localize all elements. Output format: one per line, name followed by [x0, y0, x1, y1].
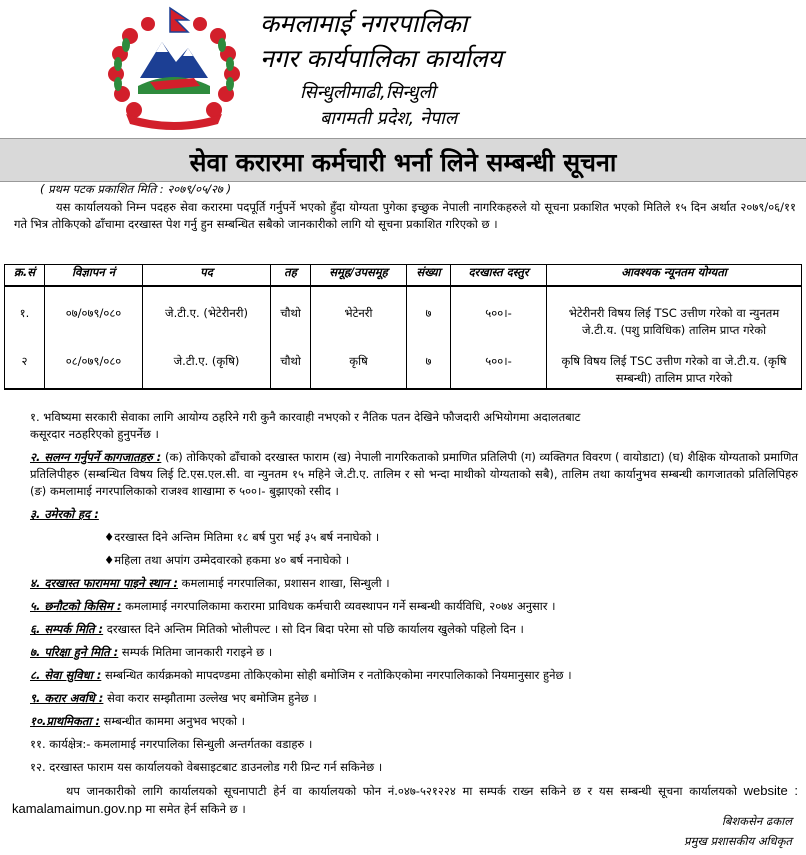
note-label: २. सलग्न गर्नुपर्ने कागजातहरु :: [30, 450, 162, 464]
notice-title: सेवा करारमा कर्मचारी भर्ना लिने सम्बन्धी सूचना: [189, 148, 617, 177]
note-label: ३. उमेरको हद :: [30, 507, 99, 521]
contact-text: थप जानकारीको लागि कार्यालयको सूचनापाटी हेर्न वा कार्यालयको फोन नं.०४७-५२१२२४ मा सम्पर्क राख्न सकिने छ र यस सम्बन्धी सूचना कार्यालयको: [66, 784, 744, 798]
table-cell: ७: [407, 353, 451, 389]
municipality-name: कमलामाई नगरपालिका: [260, 9, 468, 38]
note-9: [12, 690, 798, 707]
nepal-emblem-icon: [100, 6, 248, 134]
note-text: सेवा करार सम्झौतामा उल्लेख भए बमोजिम हुनेछ ।: [103, 691, 317, 705]
signature-block: [684, 811, 792, 851]
vacancy-table: [4, 264, 802, 390]
table-cell: २: [5, 353, 45, 389]
table-cell: चौथो: [271, 286, 311, 353]
col-header: विज्ञापन नं: [45, 265, 143, 287]
col-header: पद: [143, 265, 271, 287]
province-country: बागमती प्रदेश, नेपाल: [320, 108, 458, 129]
note-label: ९. करार अवधि :: [30, 691, 104, 705]
note-12: १२. दरखास्त फाराम यस कार्यालयको वेबसाइटबाट डाउनलोड गरी प्रिन्ट गर्न सकिनेछ ।: [30, 760, 383, 774]
col-header: दरखास्त दस्तुर: [451, 265, 547, 287]
contact-info: [12, 782, 798, 818]
col-header: क्र.सं: [5, 265, 45, 287]
note-label: ६. सम्पर्क मिति :: [30, 622, 104, 636]
col-header: समूह/उपसमूह: [311, 265, 407, 287]
note-label: १०.प्राथमिकता :: [30, 714, 101, 728]
signatory-title: प्रमुख प्रशासकीय अधिकृत: [684, 834, 792, 848]
intro-paragraph: यस कार्यालयको निम्न पदहरु सेवा करारमा पदपूर्ति गर्नुपर्ने भएको हुँदा योग्यता पुगेका इच्छुक नेपाली नागरिकहरुले यो सूचना प्रकाशित भएको मितिले १५ दिन अर्थात २०७९/०६/११ गते भित्र तोकिएको ढाँचामा दरखास्त पेश गर्नु हुन सम्बन्धित सबैको जानकारीको लागि यो सूचना प्रकाशित गरिएको छ ।: [14, 200, 796, 231]
table-cell: कृषि: [311, 353, 407, 389]
note-text: (क) तोकिएको ढाँचाको दरखास्त फाराम (ख) नेपाली नागरिकताको प्रमाणित प्रतिलिपी (ग) व्यक्तिगत विवरण ( वायोडाटा) (घ) शैक्षिक योग्यताको प्रमाणित प्रतिलिपीहरु (सम्बन्धित विषय लिई टि.एस.एल.सी. वा न्युनतम १५ महिने जे.टी.ए. तालिम र सो भन्दा माथीको योग्यताको सबै), तालिम तथा कार्यानुभव सम्बन्धी कागजातको प्रतिलिपिहरु (ङ) कमलामाई नगरपालिकाको राजश्व शाखामा रु ५००।- बुझाएको रसीद ।: [30, 450, 798, 498]
note-7: [12, 644, 798, 661]
note-label: ८. सेवा सुविधा :: [30, 668, 102, 682]
table-cell: भेटेनरी: [311, 286, 407, 353]
website-link[interactable]: website : kamalamaimun.gov.np: [12, 783, 798, 816]
note-11: ११. कार्यक्षेत्र:- कमलामाई नगरपालिका सिन्धुली अन्तर्गतका वडाहरु ।: [30, 737, 313, 751]
note-text: दरखास्त दिने अन्तिम मितिको भोलीपल्ट । सो दिन बिदा परेमा सो पछि कार्यालय खुलेको पहिलो दिन ।: [103, 622, 524, 636]
note-8: [12, 667, 798, 684]
col-header: तह: [271, 265, 311, 287]
note-4: [12, 575, 798, 592]
publish-date: ( प्रथम पटक प्रकाशित मिति : २०७९/०५/२७ ): [40, 182, 232, 196]
note-1: [12, 409, 798, 443]
table-cell: चौथो: [271, 353, 311, 389]
table-cell: जे.टी.ए. (भेटेरीनरी): [143, 286, 271, 353]
table-cell: भेटेरीनरी विषय लिई TSC उत्तीण गरेको वा न्युनतम जे.टी.य. (पशु प्राविधिक) तालिम प्राप्त गरेको: [547, 286, 802, 353]
table-cell: जे.टी.ए. (कृषि): [143, 353, 271, 389]
note-text: कमलामाई नगरपालिकामा करारमा प्राविधक कर्मचारी व्यवस्थापन गर्ने सम्बन्धी कार्यविधि, २०७४ अनुसार ।: [121, 599, 556, 613]
age-limit-bullet: ♦महिला तथा अपांग उम्मेदवारको हकमा ४० बर्ष ननाघेको ।: [104, 553, 350, 567]
table-cell: ५००।-: [451, 353, 547, 389]
table-cell: १.: [5, 286, 45, 353]
note-text: सम्पर्क मितिमा जानकारी गराइने छ ।: [118, 645, 273, 659]
table-row: [5, 286, 802, 353]
table-cell: ०८/०७९/०८०: [45, 353, 143, 389]
notice-title-banner: [0, 138, 806, 182]
table-cell: ०७/०७९/०८०: [45, 286, 143, 353]
contact-text: मा समेत हेर्न सकिने छ ।: [141, 802, 246, 816]
note-5: [12, 598, 798, 615]
age-limit-bullet: ♦दरखास्त दिने अन्तिम मितिमा १८ बर्ष पुरा भई ३५ बर्ष ननाघेको ।: [104, 530, 380, 544]
note-label: ५. छनौटको किसिम :: [30, 599, 122, 613]
note-label: ४. दरखास्त फाराममा पाइने स्थान :: [30, 576, 178, 590]
office-name: नगर कार्यपालिका कार्यालय: [260, 44, 503, 73]
col-header: आवश्यक न्यूनतम योग्यता: [547, 265, 802, 287]
note-2: [12, 449, 798, 500]
col-header: संख्या: [407, 265, 451, 287]
note-10: [12, 713, 798, 730]
note-label: ७. परिक्षा हुने मिति :: [30, 645, 119, 659]
signatory-name: बिशकसेन ढकाल: [721, 814, 792, 828]
note-text: कमलामाई नगरपालिका, प्रशासन शाखा, सिन्धुली ।: [177, 576, 390, 590]
note-6: [12, 621, 798, 638]
note-text: सम्बन्धीत काममा अनुभव भएको ।: [100, 714, 245, 728]
note-text: सम्बन्धित कार्यक्रमको मापदण्डमा तोकिएकोमा सोही बमोजिम र नतोकिएकोमा नगरपालिकाको नियमानुसार हुनेछ ।: [101, 668, 572, 682]
table-row: [5, 353, 802, 389]
note-3: [12, 506, 798, 523]
table-cell: ७: [407, 286, 451, 353]
office-location: सिन्धुलीमाढी,सिन्धुली: [300, 82, 436, 103]
letterhead: [0, 0, 806, 138]
note-text: १. भविष्यमा सरकारी सेवाका लागि आयोग्य ठहरिने गरी कुनै कारवाही नभएको र नैतिक पतन देखिने फौजदारी अभियोगमा अदालतबाट: [30, 410, 581, 424]
table-cell: ५००।-: [451, 286, 547, 353]
table-header-row: [5, 265, 802, 287]
note-text: कसूरदार नठहरिएको हुनुपर्नेछ ।: [30, 427, 159, 441]
notes-section: [12, 409, 798, 824]
table-cell: कृषि विषय लिई TSC उत्तीण गरेको वा जे.टी.य. (कृषि सम्बन्धी) तालिम प्राप्त गरेको: [547, 353, 802, 389]
